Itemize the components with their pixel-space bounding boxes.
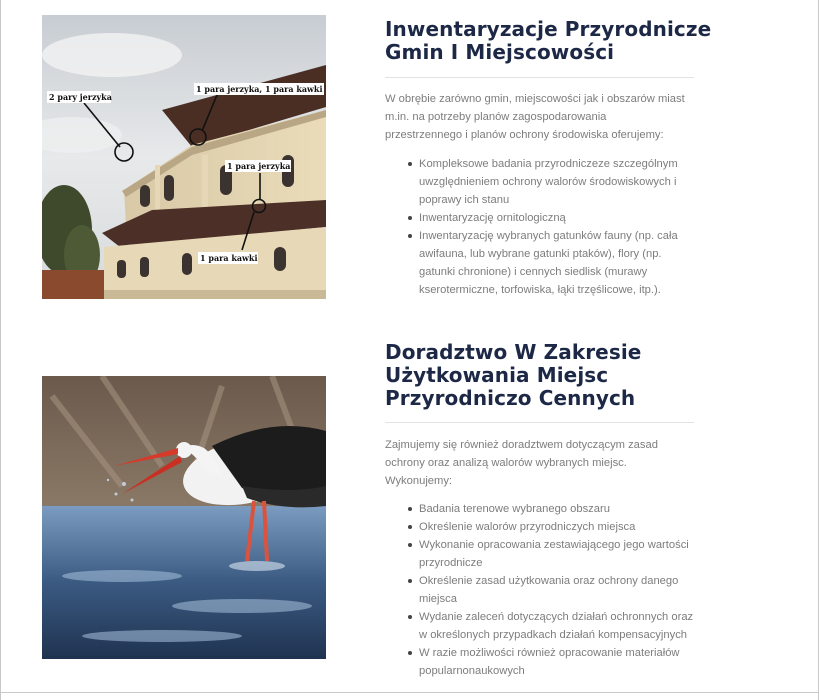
title-line: Użytkowania Miejsc [385, 363, 609, 387]
annotation-label: 1 para kawki [200, 253, 258, 263]
frame-left-border [0, 0, 1, 700]
list-item: W razie możliwości również opracowanie materiałów popularnonaukowych [408, 644, 698, 680]
section-title-inventory [385, 18, 711, 64]
list-item: Wykonanie opracowania zestawiającego jego wartości przyrodnicze [408, 536, 698, 572]
list-item: Określenie walorów przyrodniczych miejsca [408, 518, 698, 536]
list-item: Inwentaryzację ornitologiczną [408, 209, 698, 227]
title-divider [385, 77, 694, 78]
title-divider [385, 422, 694, 423]
stork-photo [42, 376, 326, 659]
services-list [408, 155, 698, 299]
title-line: Przyrodniczo Cennych [385, 386, 636, 410]
advisory-list [408, 500, 698, 680]
list-item: Badania terenowe wybranego obszaru [408, 500, 698, 518]
annotation-label: 1 para jerzyka, 1 para kawki [196, 84, 323, 94]
list-item: Inwentaryzację wybranych gatunków fauny (np. cała awifauna, lub wybrane gatunki ptaków), flory (np. gatunki chronione) i cennych siedlisk (murawy kserotermiczne, torfowiska, łąki trzęślicowe, itp.). [408, 227, 698, 299]
annotation-label: 1 para jerzyka [227, 161, 291, 171]
list-item: Określenie zasad użytkowania oraz ochrony danego miejsca [408, 572, 698, 608]
section-intro: Zajmujemy się również doradztwem dotyczącym zasad ochrony oraz analizą walorów wybranych miejsc. Wykonujemy: [385, 439, 658, 487]
title-line: Inwentaryzacje Przyrodnicze [385, 17, 712, 41]
title-line: Gmin I Miejscowości [385, 40, 615, 64]
section-title-advisory [385, 341, 641, 410]
church-nest-photo [42, 15, 326, 299]
list-item: Wydanie zaleceń dotyczących działań ochronnych oraz w określonych przypadkach działań kompensacyjnych [408, 608, 698, 644]
section-intro: W obrębie zarówno gmin, miejscowości jak i obszarów miast m.in. na potrzeby planów zagospodarowania przestrzennego i planów ochrony środowiska oferujemy: [385, 93, 685, 141]
frame-bottom-border [0, 692, 819, 693]
annotation-label: 2 pary jerzyka [49, 92, 112, 102]
list-item: Kompleksowe badania przyrodniczeze szczególnym uwzględnieniem ochrony walorów środowiskowych i poprawy ich stanu [408, 155, 698, 209]
title-line: Doradztwo W Zakresie [385, 340, 642, 364]
